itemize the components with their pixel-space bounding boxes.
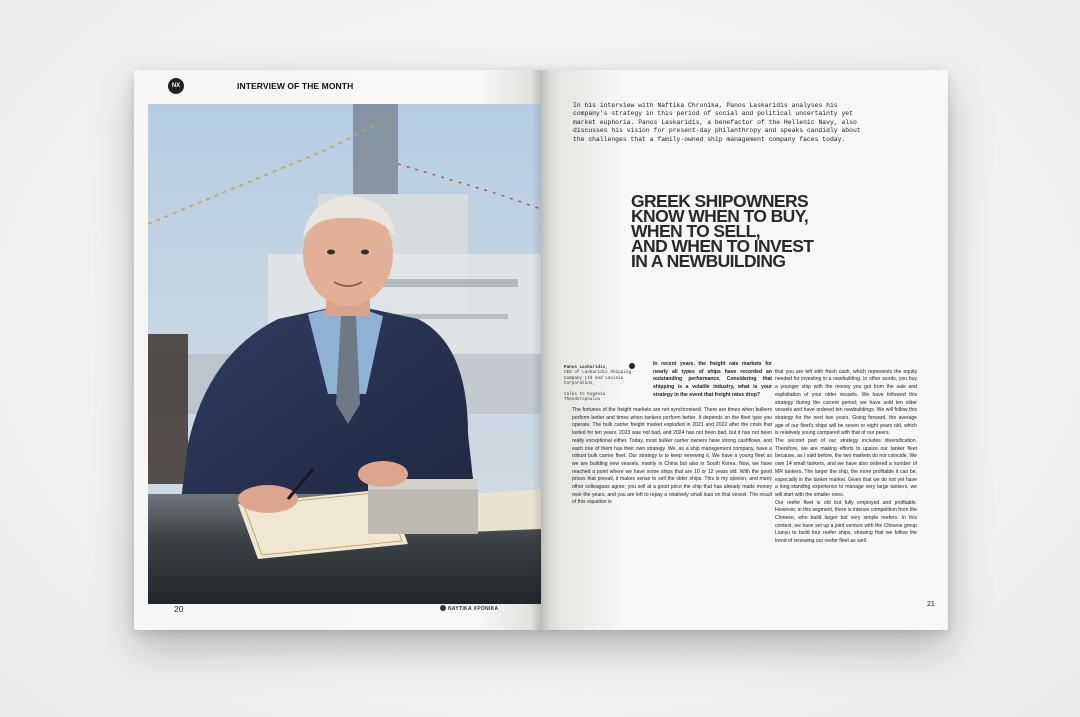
interview-question: In recent years, the freight rate markets for nearly all types of ships have recorded an outstanding performance. Considering that shipping is a volatile industry, what is your strategy in the event that freight rates drop? [653,361,772,398]
footer-logo-icon [440,605,446,611]
answer-part-2: that you are left with fresh cash, which represents the equity needed for investing in a newbuilding. In other words, you buy a younger ship with the money you got from the sale and exploitation of your older vessels. We have followed this strategy during the current period; we have sold ten older vessels and have ordered ten newbuildings. We will follow this strategy for the next two years. Going forward, the average age of our fleet's ships will be seven or eight years old, which is relatively young compared with that of our peers. The second part of our strategy includes diversification. Therefore, we are making efforts to upsize our tanker fleet because, as I said before, the two markets do not coincide. We own 14 small tankers, and we have also ordered a number of MR tankers. The larger the ship, the more profitable it can be, especially in the tanker market. Given that we do not yet have a long-standing experience to manage very large tankers, we will start with the smaller ones. Our reefer fleet is old but fully employed and profitable. However, in this segment, there is intense competition from the Chinese, who build larger but very simple reefers. In this context, we have set up a joint venture with the Chinese group Lianyu to build four reefer ships, showing that we follow the trend of renewing our reefer fleet as well. [775,368,917,545]
intro-paragraph: In his interview with Naftika Chronika, Panos Laskaridis analyses his company's strategy in this period of social and political uncertainty yet market euphoria. Panos Laskaridis, a benefactor of the Hellenic Navy, also discusses his vision for present-day philanthropy and speaks candidly about the challenges that a family-owned ship management company faces today. [573,102,861,143]
spine-shadow [532,70,550,630]
article-column-1-body [572,407,772,599]
byline-role: CEO of Laskaridis Shipping Company Ltd and Lavinia Corporation, [564,370,632,387]
answer-part-1: The fortunes of the freight markets are not synchronised. There are times when bulkers perform better and times when tankers perform better. It depends on the fleet type you operate. The bulk carrier freight market exploded in 2021 and 2022 after the crisis that lasted for ten years. 2023 was not bad, and 2024 has not been bad, but it has not been really exceptional either. Today, most bulker carrier owners have strong cashflows, and each one of them has their own strategy. We, as a ship management company, have a robust bulk carrier fleet. Our strategy is to keep renewing it. We have a young fleet as we are building new vessels, mainly in China but also in South Korea. Now, we have reached a point where we have some ships that are 10 or 12 years old. With the good prices that prevail, it makes sense to sell the older ships. This is my opinion, and many other colleagues agree; you sell at a good price the ship that has already made money over the years, and you are left to repay a relatively small loan on that vessel. The result of this equation is [572,407,772,506]
left-page [134,70,541,630]
byline-name: Panos Laskaridis, [564,365,608,370]
page-number-right: 21 [927,601,935,608]
footer-logo [440,605,498,612]
article-column-1 [653,361,772,400]
byline-interviewer: talks to Eugenia Theodoropoulou [564,391,606,403]
article-headline: GREEK SHIPOWNERS KNOW WHEN TO BUY, WHEN TO SELL, AND WHEN TO INVEST IN A NEWBUILDING [631,191,814,271]
page-number-left: 20 [174,604,184,614]
article-column-2 [775,361,917,599]
magazine-spread [134,70,948,630]
magazine-logo-badge: NX [168,78,184,94]
section-label: INTERVIEW OF THE MONTH [237,81,354,91]
question-bullet-icon [629,363,635,369]
byline [564,365,634,402]
interview-photo [148,104,541,604]
footer-logo-text: ΝΑΥΤΙΚΑ ΧΡΟΝΙΚΑ [448,606,499,612]
right-page [541,70,948,630]
